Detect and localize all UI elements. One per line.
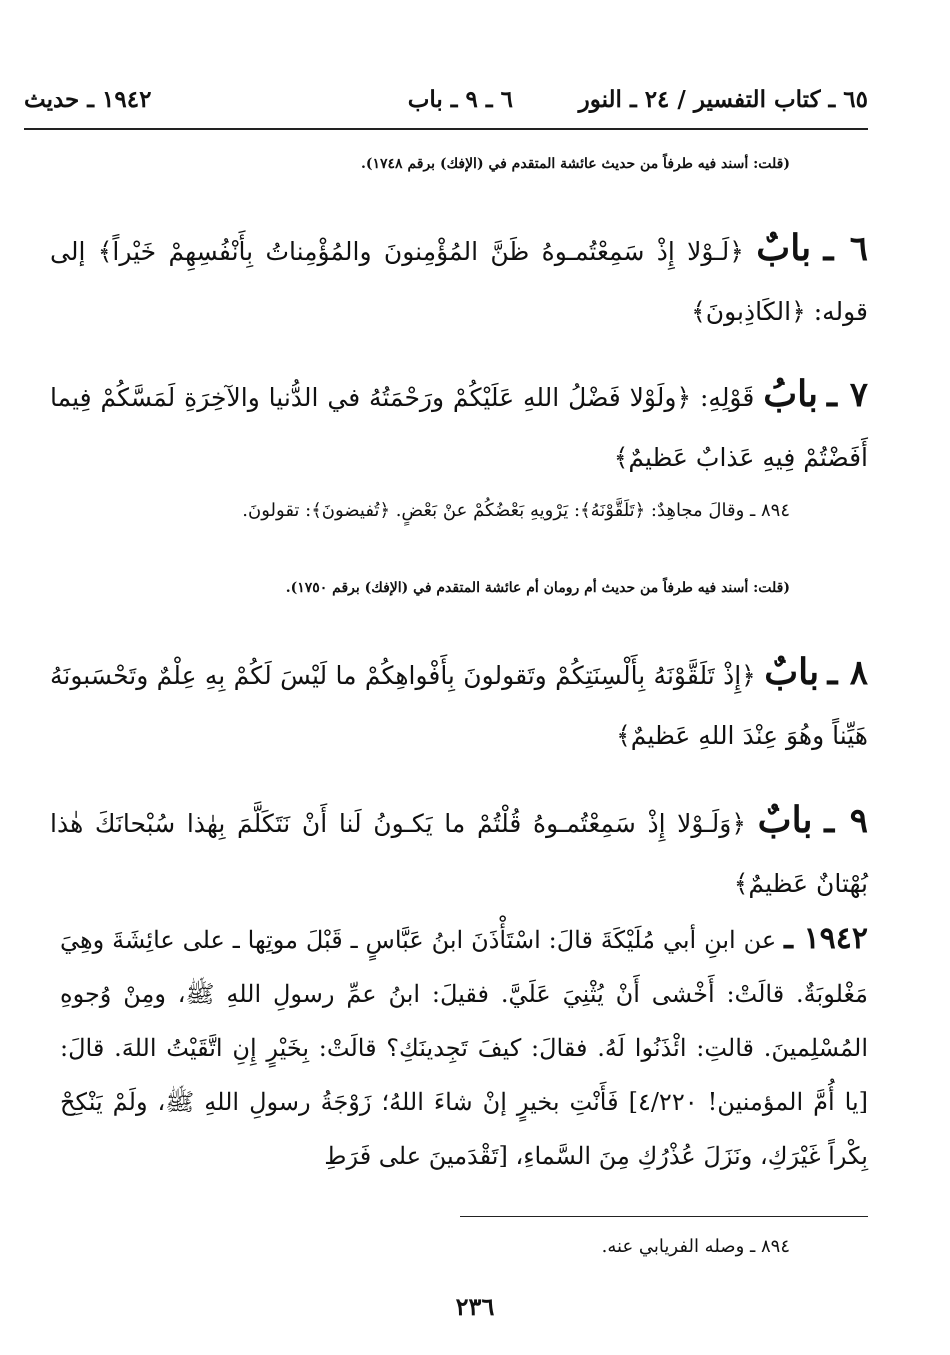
editor-note: (قلت: أسند فيه طرفاً من حديث أم رومان أم عائشة المتقدم في (الإفك) برقم ١٧٥٠). [285,580,790,596]
chapter-label: بابٌ [757,799,813,841]
chapter-number: ٧ ـ [826,375,868,415]
chapter-text: قَوْلِهِ: ﴿ولَوْلا فَضْلُ اللهِ عَلَيْكُمْ ورَحْمَتُهُ في الدُّنيا والآخِرَةِ لَمَسَّكُمْ فِيما أَفَضْتُمْ فِيهِ عَذابٌ عَظيمٌ﴾ [50,383,868,472]
chapter-number: ٨ ـ [827,653,868,693]
running-header [24,86,868,126]
chapter-label: بابٌ [764,651,820,693]
hadith-number: ١٩٤٢ ـ [784,921,869,956]
footnote: ٨٩٤ ـ وصله الفريابي عنه. [601,1236,790,1257]
chapter-text: ﴿وَلَـوْلا إِذْ سَمِعْتُمـوهُ قُلْتُمْ ما يَكـونُ لَنا أَنْ نَتَكَلَّمَ بِهٰذا سُبْحانَكَ هٰذا بُهْتانٌ عَظيمٌ﴾ [50,809,868,898]
chapter-label: بابٌ [756,227,812,269]
chapter-heading-9 [50,790,868,914]
chapter-text: ﴿لَـوْلا إِذْ سَمِعْتُمـوهُ ظَنَّ المُؤْمِنونَ والمُؤْمِناتُ بِأَنْفُسِهِمْ خَيْراً﴾ إلى قوله: ﴿الكَاذِبونَ﴾ [50,237,868,326]
header-book-title: ٦٥ ـ كتاب التفسير / ٢٤ ـ النور [578,86,868,113]
chapter-number: ٦ ـ [823,229,868,269]
athar-894: ٨٩٤ ـ وقالَ مجاهِدٌ: ﴿تَلَقَّوْنَهُ﴾: يَرْويهِ بَعْضُكُمْ عنْ بَعْضٍ. ﴿تُفيضونَ﴾: تقولونَ. [242,500,790,521]
chapter-heading-6 [50,218,868,342]
chapter-text: ﴿إِذْ تَلَقَّوْنَهُ بِأَلْسِنَتِكُمْ وتَقولونَ بِأَفْواهِكُمْ ما لَيْسَ لَكُمْ بِهِ عِلْمٌ وتَحْسَبونَهُ هَيِّناً وهُوَ عِنْدَ اللهِ عَظيمٌ﴾ [50,661,868,750]
footnote-divider [460,1216,868,1217]
header-chapter-range: ٦ ـ ٩ ـ باب [407,86,513,113]
editor-note: (قلت: أسند فيه طرفاً من حديث عائشة المتقدم في (الإفك) برقم ١٧٤٨). [361,156,790,172]
page-number: ٢٣٦ [455,1292,495,1321]
chapter-number: ٩ ـ [824,801,868,841]
header-hadith-number: ١٩٤٢ ـ حديث [24,86,152,113]
chapter-label: بابُ [763,373,819,415]
hadith-1942 [60,912,868,1183]
header-divider [24,128,868,130]
chapter-heading-7 [50,364,868,488]
chapter-heading-8 [50,642,868,766]
hadith-text: عن ابنِ أبي مُلَيْكَةَ قالَ: اسْتَأْذَنَ ابنُ عَبَّاسٍ ـ قَبْلَ موتِها ـ على عائِشَةَ وهِيَ مَغْلوبَةٌ. قالَتْ: أَخْشى أَنْ يُثْنِيَ عَلَيَّ. فقيلَ: ابنُ عمِّ رسولِ اللهِ ﷺ، ومِنْ وُجوهِ المُسْلِمينَ. قالتِ: ائْذَنُوا لَهُ. فقالَ: كيفَ تَجِدينَكِ؟ قالَتْ: بِخَيْرٍ إِنِ اتَّقَيْتُ اللهَ. قالَ: [يا أُمَّ المؤمنين! ٤/٢٢٠] فَأَنْتِ بخيرٍ إنْ شاءَ اللهُ؛ زَوْجَةُ رسولِ اللهِ ﷺ، ولَمْ يَنْكِحْ بِكْراً غَيْرَكِ، ونَزَلَ عُذْرُكِ مِنَ السَّماءِ، [تَقْدَمينَ على فَرَطِ [60,926,868,1170]
